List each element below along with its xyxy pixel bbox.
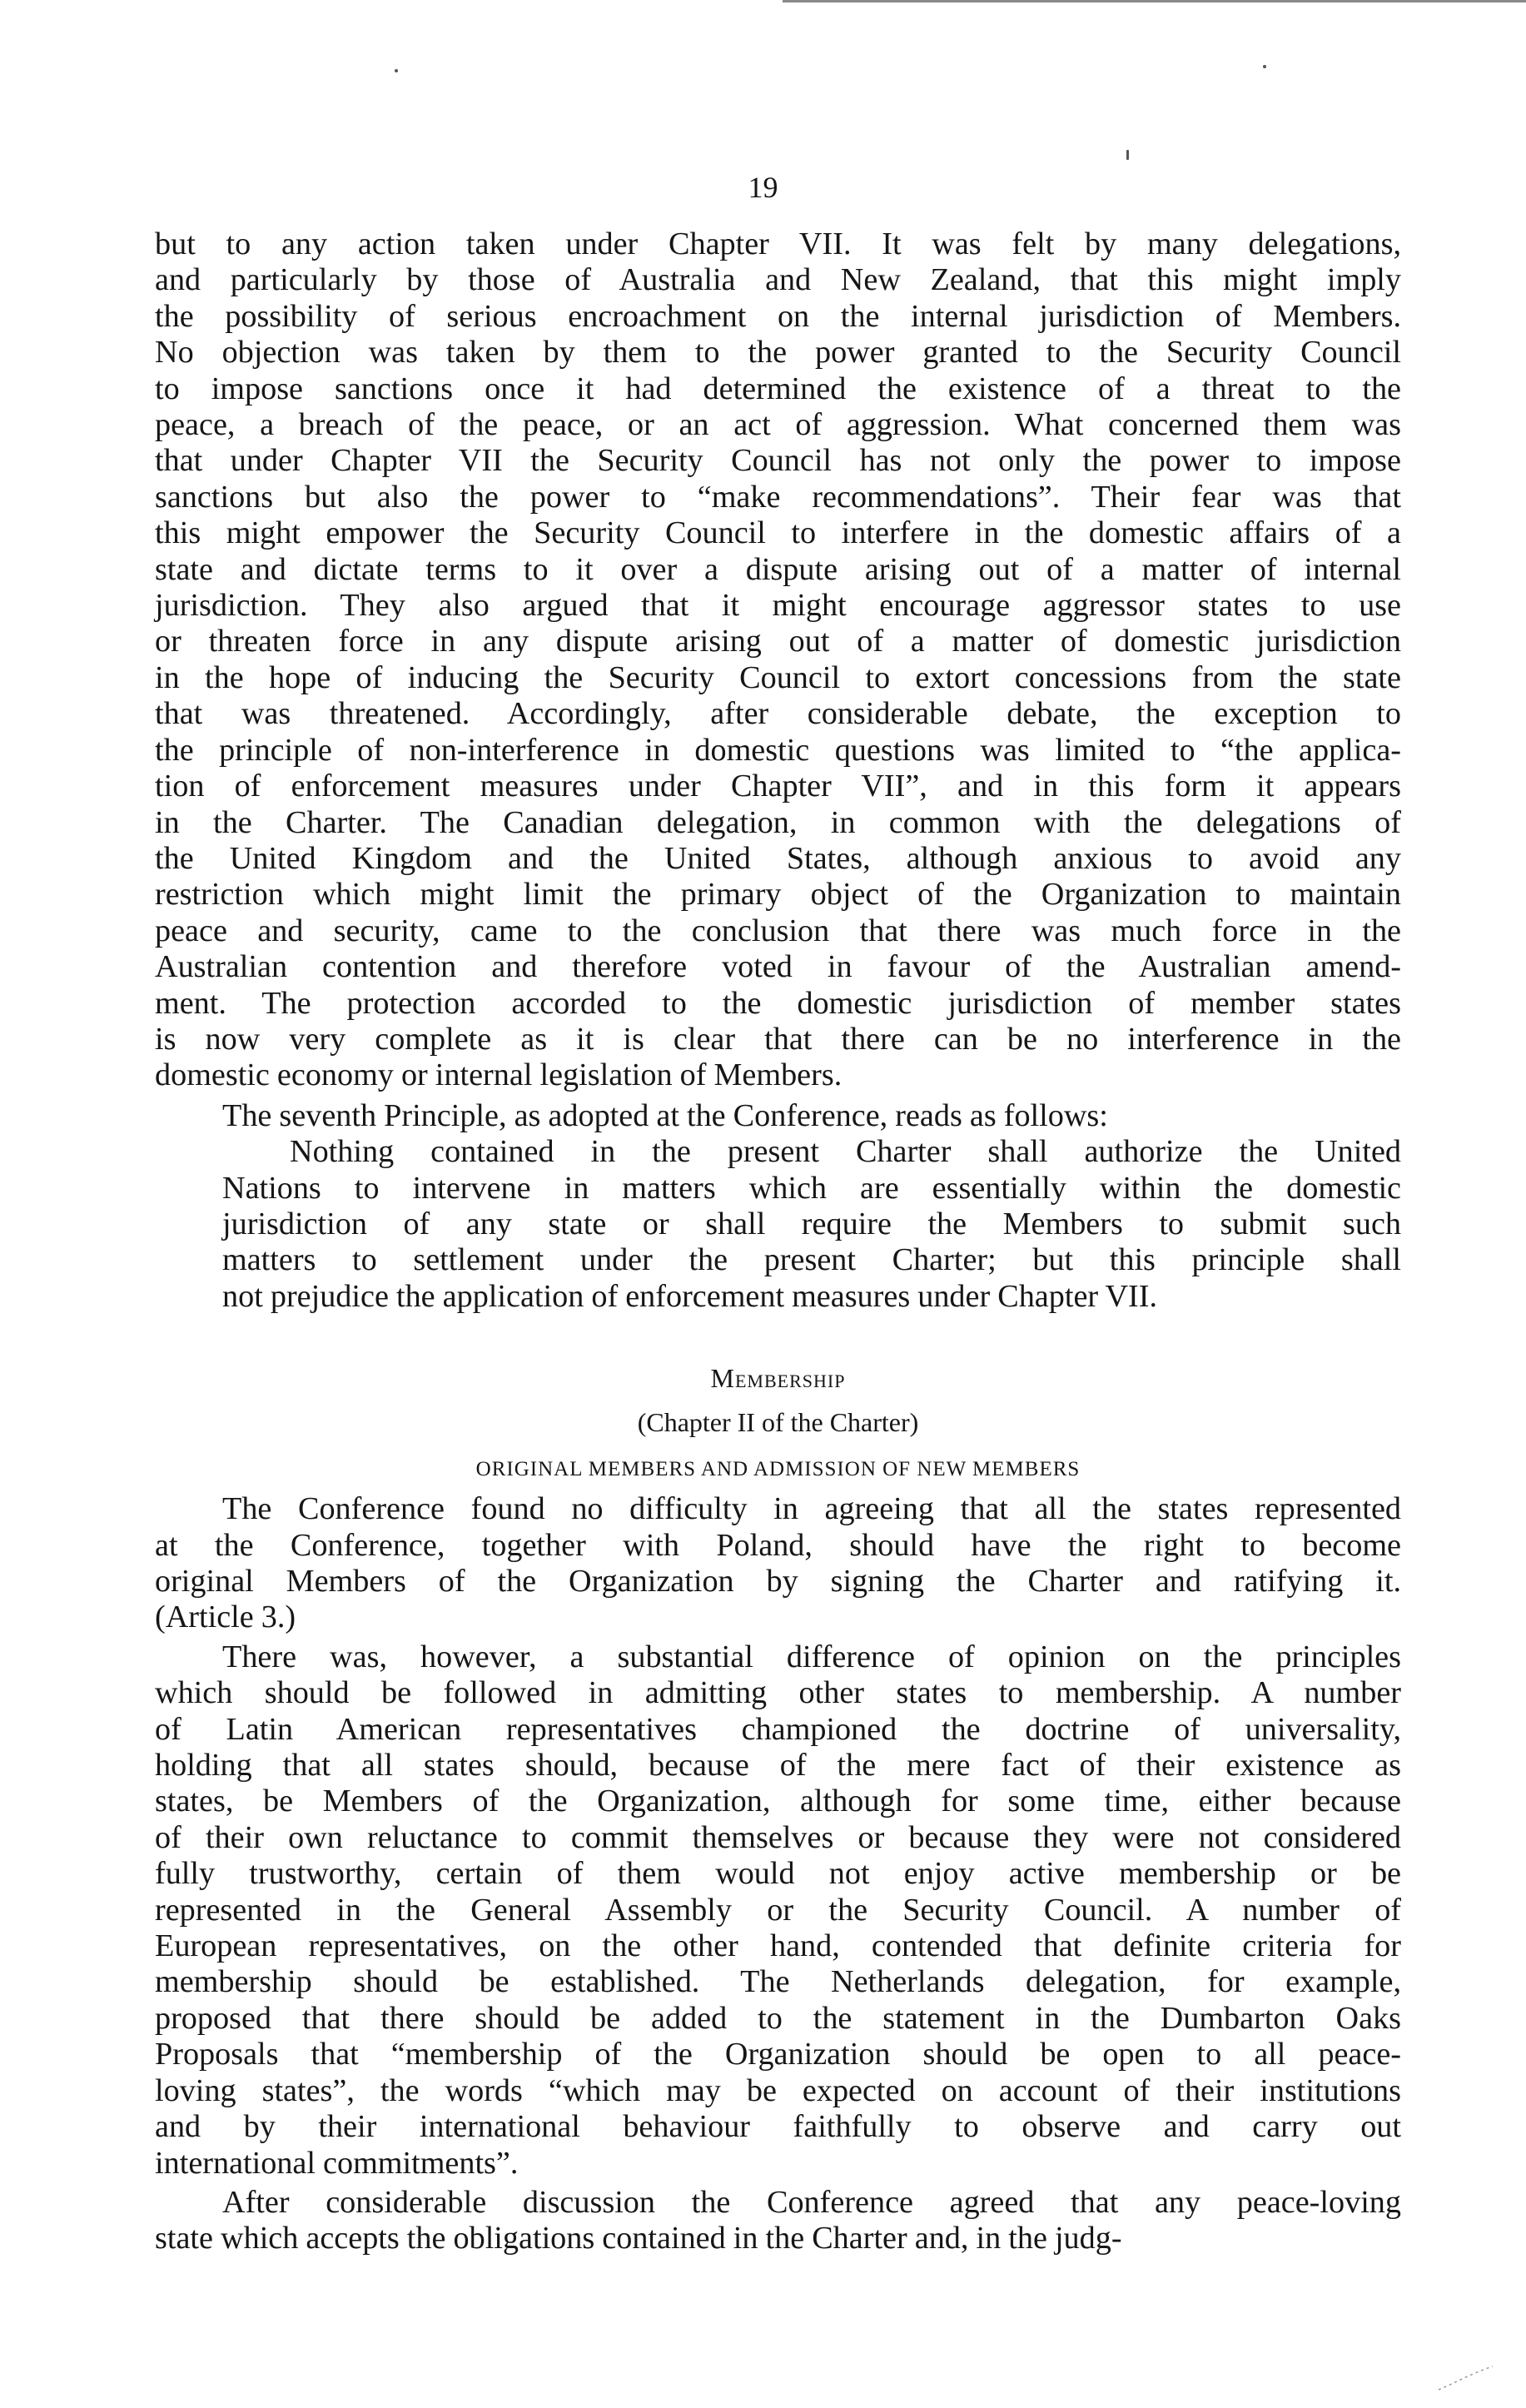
membership-text xyxy=(155,1491,1401,2257)
scan-speck xyxy=(1263,65,1266,68)
scan-speck xyxy=(395,69,398,72)
membership-paragraph xyxy=(155,1639,1401,2182)
seventh-principle-intro: The seventh Principle, as adopted at the Conference, reads as follows: xyxy=(222,1097,1108,1133)
text-line: original Members of the Organization by signing the Charter and ratifying it. xyxy=(155,1564,1401,1599)
quote-line: Nothing contained in the present Charter shall authorize the United xyxy=(290,1134,1401,1170)
subsection-heading: ORIGINAL MEMBERS AND ADMISSION OF NEW MEMBERS xyxy=(475,1458,1081,1481)
text-line: which should be followed in admitting other states to membership. A number xyxy=(155,1675,1401,1711)
text-line: that was threatened. Accordingly, after considerable debate, the exception to xyxy=(155,696,1401,732)
text-line: fully trustworthy, certain of them would not enjoy active membership or be xyxy=(155,1856,1401,1892)
text-line: European representatives, on the other hand, contended that definite criteria for xyxy=(155,1928,1401,1964)
text-line: in the Charter. The Canadian delegation, in common with the delegations of xyxy=(155,804,1401,840)
text-line: sanctions but also the power to “make recommendations”. Their fear was that xyxy=(155,479,1401,515)
text-line: state and dictate terms to it over a dispute arising out of a matter of internal xyxy=(155,551,1401,587)
text-line: jurisdiction. They also argued that it might encourage aggressor states to use xyxy=(155,588,1401,624)
section-subheading: (Chapter II of the Charter) xyxy=(637,1407,919,1438)
section-heading: Membership xyxy=(710,1363,846,1394)
text-line: this might empower the Security Council to interfere in the domestic affairs of a xyxy=(155,515,1401,551)
text-line: but to any action taken under Chapter VII. It was felt by many delegations, xyxy=(155,226,1401,261)
text-line: international commitments”. xyxy=(155,2145,519,2181)
scan-edge-rule xyxy=(783,0,1526,2)
text-line: the United Kingdom and the United States, although anxious to avoid any xyxy=(155,840,1401,876)
text-line: The Conference found no difficulty in agreeing that all the states represented xyxy=(222,1491,1401,1527)
text-line: of Latin American representatives championed the doctrine of universality, xyxy=(155,1711,1401,1747)
membership-paragraph xyxy=(155,2185,1401,2257)
text-line: ment. The protection accorded to the domestic jurisdiction of member states xyxy=(155,985,1401,1021)
seventh-principle-quote xyxy=(222,1134,1401,1315)
text-line: peace and security, came to the conclusion that there was much force in the xyxy=(155,913,1401,948)
scan-speck xyxy=(1126,150,1129,160)
text-line: restriction which might limit the primary object of the Organization to maintain xyxy=(155,877,1401,913)
text-line: that under Chapter VII the Security Council has not only the power to impose xyxy=(155,443,1401,479)
text-line: domestic economy or internal legislation of Members. xyxy=(155,1057,843,1093)
text-line: tion of enforcement measures under Chapter VII”, and in this form it appears xyxy=(155,769,1401,804)
text-line: of their own reluctance to commit themselves or because they were not considered xyxy=(155,1819,1401,1855)
text-line: at the Conference, together with Poland, should have the right to become xyxy=(155,1527,1401,1563)
text-line: the principle of non-interference in domestic questions was limited to “the applica- xyxy=(155,732,1401,768)
quote-line: matters to settlement under the present Charter; but this principle shall xyxy=(222,1242,1401,1278)
page-body xyxy=(155,226,1401,2257)
text-line: (Article 3.) xyxy=(155,1600,296,1635)
text-line: There was, however, a substantial difference of opinion on the principles xyxy=(222,1639,1401,1674)
text-line: loving states”, the words “which may be expected on account of their institutions xyxy=(155,2072,1401,2108)
text-line: is now very complete as it is clear that there can be no interference in the xyxy=(155,1021,1401,1057)
text-line: No objection was taken by them to the power granted to the Security Council xyxy=(155,335,1401,371)
text-line: peace, a breach of the peace, or an act of aggression. What concerned them was xyxy=(155,407,1401,443)
quote-line: jurisdiction of any state or shall require the Members to submit such xyxy=(222,1206,1401,1241)
quote-line: not prejudice the application of enforcement measures under Chapter VII. xyxy=(222,1278,1158,1314)
text-line: After considerable discussion the Conference agreed that any peace-loving xyxy=(222,2184,1401,2220)
text-line: Proposals that “membership of the Organization should be open to all peace- xyxy=(155,2037,1401,2072)
text-line: proposed that there should be added to the statement in the Dumbarton Oaks xyxy=(155,2000,1401,2036)
quote-line: Nations to intervene in matters which are essentially within the domestic xyxy=(222,1170,1401,1206)
text-line: Australian contention and therefore voted in favour of the Australian amend- xyxy=(155,949,1401,985)
text-line: the possibility of serious encroachment on the internal jurisdiction of Members. xyxy=(155,298,1401,334)
text-line: or threaten force in any dispute arising out of a matter of domestic jurisdiction xyxy=(155,624,1401,659)
text-line: in the hope of inducing the Security Council to extort concessions from the state xyxy=(155,659,1401,695)
text-line: membership should be established. The Netherlands delegation, for example, xyxy=(155,1964,1401,2000)
text-line: to impose sanctions once it had determined the existence of a threat to the xyxy=(155,371,1401,406)
text-line: states, be Members of the Organization, although for some time, either because xyxy=(155,1784,1401,1819)
text-line: and by their international behaviour faithfully to observe and carry out xyxy=(155,2109,1401,2145)
text-line: holding that all states should, because of the mere fact of their existence as xyxy=(155,1748,1401,1784)
page-number: 19 xyxy=(748,171,778,204)
body-paragraph-domestic-jurisdiction xyxy=(155,226,1401,1094)
scan-corner-mark xyxy=(1434,2341,1501,2391)
text-line: represented in the General Assembly or the Security Council. A number of xyxy=(155,1892,1401,1928)
membership-paragraph xyxy=(155,1491,1401,1636)
text-line: state which accepts the obligations contained in the Charter and, in the judg- xyxy=(155,2221,1122,2256)
text-line: and particularly by those of Australia and New Zealand, that this might imply xyxy=(155,262,1401,298)
